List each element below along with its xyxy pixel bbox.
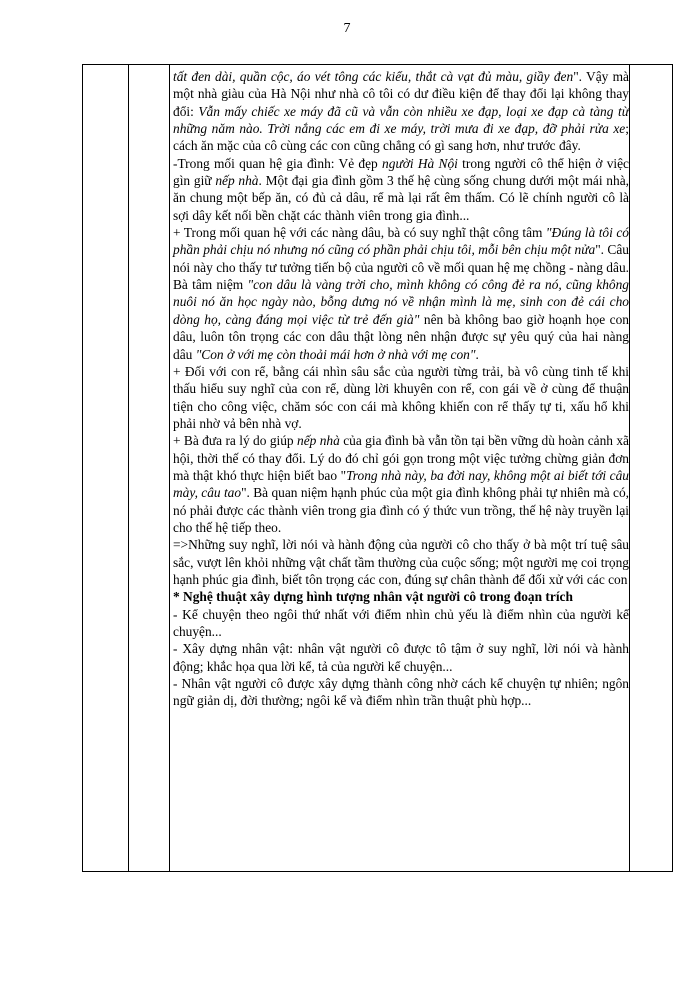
column-divider bbox=[629, 65, 630, 871]
paragraph bbox=[173, 536, 629, 588]
text-run: ; cách ăn mặc của cô cùng các con cũng chẳng có gì sang hơn, như trước đây. bbox=[173, 121, 629, 154]
paragraph bbox=[173, 588, 629, 605]
text-run: . bbox=[475, 346, 479, 362]
paragraph bbox=[173, 68, 629, 155]
text-run: + Bà đưa ra lý do giúp bbox=[173, 433, 298, 449]
paragraph bbox=[173, 432, 629, 536]
text-run: nếp nhà bbox=[215, 173, 259, 189]
paragraph bbox=[173, 155, 629, 224]
column-divider bbox=[169, 65, 170, 871]
text-run: Trong nhà này, ba đời nay, không một ai biết tới câu mày, câu tao bbox=[173, 467, 630, 501]
text-run: của gia đình bà vẫn tồn tại bền vững dù hoàn cảnh xã hội, thời thế có thay đổi. Lý do đó chỉ gói gọn trong một việc tưởng chừng giản đơn mà thật khó thực hiện biết bao " bbox=[173, 433, 630, 483]
text-run: + Đối với con rể, bằng cái nhìn sâu sắc của người từng trải, bà vô cùng tinh tế khi thấu hiểu suy nghĩ của con rể, dùng lời khuyên con rể, con gái về ở cùng để thuận tiện cho công việc, chăm sóc con cái mà không khiến con rể thấy tự ti, xấu hổ khi phải nhờ vả bên nhà vợ. bbox=[173, 363, 629, 431]
text-run: =>Những suy nghĩ, lời nói và hành động của người cô cho thấy ở bà một trí tuệ sâu sắc, vượt lên khỏi những vật chất tầm thường của cuộc sống; một người mẹ coi trọng hạnh phúc gia đình, biết tôn trọng các con, đúng sự chân thành để đối xử với các con bbox=[173, 537, 629, 587]
text-run: trong người cô thể hiện ở việc gìn giữ bbox=[173, 155, 629, 189]
text-run: + Trong mối quan hệ với các nàng dâu, bà có suy nghĩ thật công tâm bbox=[173, 225, 546, 241]
text-run: "Đúng là tôi có phần phải chịu nó nhưng nó cũng có phần phải chịu tôi, mỗi bên chịu một nửa bbox=[173, 225, 629, 258]
paragraph bbox=[173, 224, 629, 363]
page-number: 7 bbox=[343, 21, 351, 36]
text-run: tất đen dài, quần cộc, áo vét tông các kiểu, thắt cà vạt đủ màu, giầy đen bbox=[173, 69, 574, 84]
text-run: -Trong mối quan hệ gia đình: Vẻ đẹp bbox=[173, 155, 383, 171]
column-divider bbox=[128, 65, 129, 871]
text-run: nếp nhà bbox=[297, 433, 340, 449]
content-table bbox=[82, 64, 673, 872]
text-run: * Nghệ thuật xây dựng hình tượng nhân vật người cô trong đoạn trích bbox=[173, 589, 573, 605]
text-run: người Hà Nội bbox=[382, 155, 458, 171]
text-run: - Nhân vật người cô được xây dựng thành công nhờ cách kể chuyện tự nhiên; ngôn ngữ giản dị, đời thường; ngôi kể và điểm nhìn trần thuật phù hợp... bbox=[173, 676, 629, 709]
text-run: - Xây dựng nhân vật: nhân vật người cô được tô tậm ở suy nghĩ, lời nói và hành động; khắc họa qua lời kể, tả của người kể chuyện... bbox=[173, 641, 629, 674]
text-run: nên bà không bao giờ hoạnh họe con dâu, luôn tôn trọng các con dâu thật lòng nên nhận được sự yêu quý của hai nàng dâu bbox=[173, 311, 629, 362]
paragraph bbox=[173, 363, 629, 432]
text-run: Vẫn mấy chiếc xe máy đã cũ và vẫn còn nhiều xe đạp, loại xe đạp cà tàng từ những năm nào. Trời nắng các em đi xe máy, trời mưa đi xe đạp, đỡ phải rửa xe bbox=[173, 103, 629, 137]
paragraph bbox=[173, 675, 629, 710]
analysis-text-cell bbox=[173, 68, 629, 710]
text-run: ". Bà quan niệm hạnh phúc của một gia đình không phải tự nhiên mà có, nó phải được các thành viên trong gia đình có ý thức vun trồng, thế hệ này truyền lại cho thế hệ tiếp theo. bbox=[173, 485, 630, 535]
text-run: ". Câu nói này cho thấy tư tưởng tiến bộ của người cô về mối quan hệ mẹ chồng - nàng dâu. Bà tâm niệm bbox=[173, 242, 630, 293]
text-run: . Một đại gia đình gồm 3 thế hệ cùng sống chung dưới một mái nhà, ăn chung một bếp ăn, có đủ cả dâu, rể mà lại rất êm thấm. Có lẽ chính người cô là sợi dây kết nối bền chặt các thành viên trong gia đình... bbox=[173, 173, 629, 223]
text-run: "con dâu là vàng trời cho, mình không có công đẻ ra nó, cũng không nuôi nó ăn học ngày nào, bỗng dưng nó về nhận mình là mẹ, sinh con đẻ cái cho dòng họ, càng đáng mọi việc từ trẻ đến già" bbox=[173, 277, 629, 327]
text-run: "Con ở với mẹ còn thoải mái hơn ở nhà với mẹ con" bbox=[195, 346, 476, 362]
text-run: ". Vậy mà một nhà giàu của Hà Nội như nhà cô tôi có dư điều kiện để thay đổi lại không thay đổi: bbox=[173, 69, 629, 119]
text-run: - Kể chuyện theo ngôi thứ nhất với điểm nhìn chủ yếu là điểm nhìn của người kể chuyện... bbox=[173, 606, 629, 639]
paragraph bbox=[173, 640, 629, 675]
paragraph bbox=[173, 606, 629, 641]
